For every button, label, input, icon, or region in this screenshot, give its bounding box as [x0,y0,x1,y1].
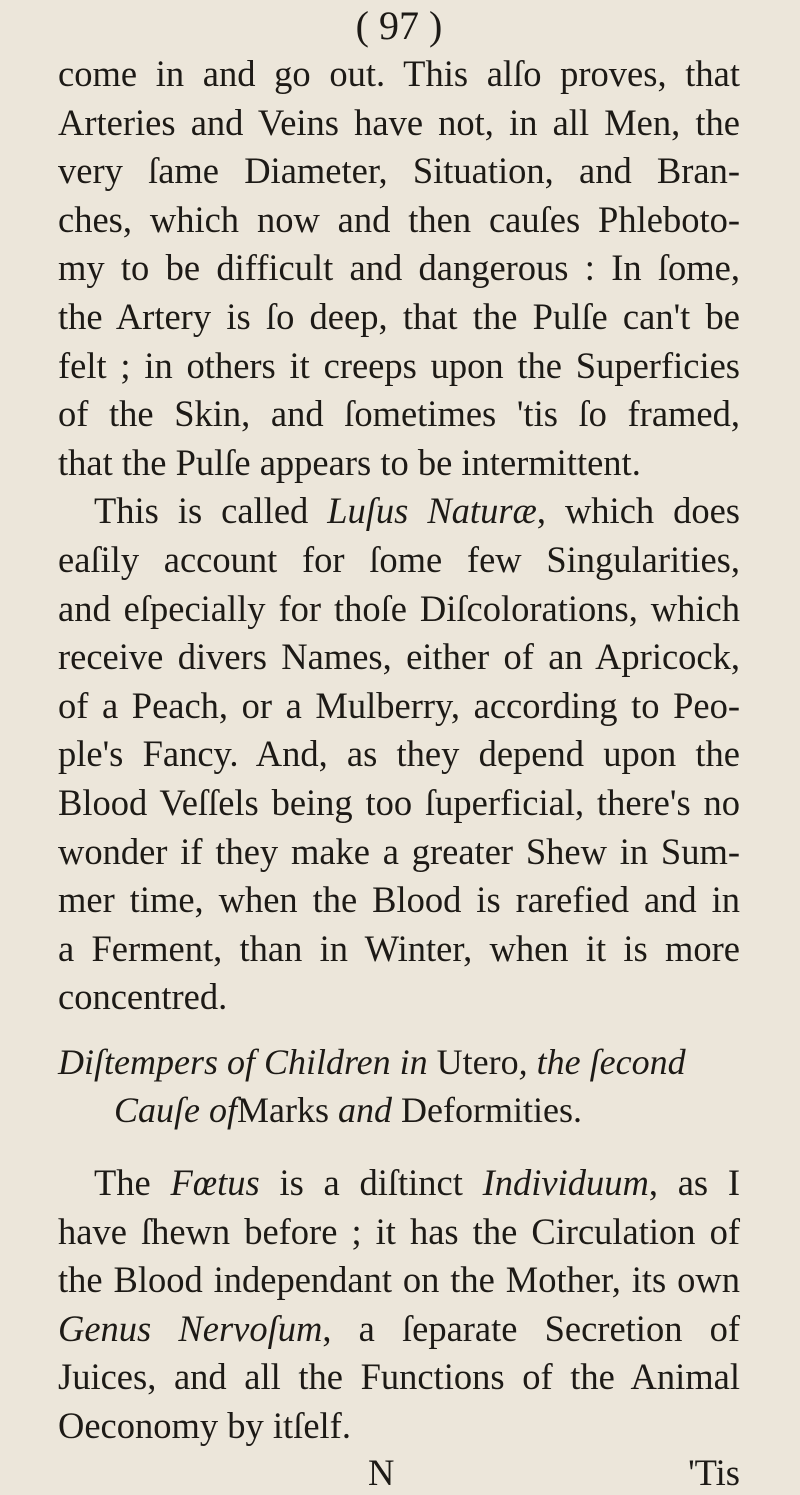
text-line [58,1305,740,1354]
text-line: concentred. [58,976,228,1018]
signature-mark: N [368,1451,395,1493]
text-run: Cauſe [114,1090,209,1131]
text-run: , as I [648,1162,741,1204]
text-line: ple's Fancy. And, as they depend upon the [58,733,740,775]
section-heading [58,1038,740,1135]
text-run: This is called [94,490,328,532]
text-line: a Ferment, than in Winter, when it is more [58,927,740,969]
text-line: Arteries and Veins have not, in all Men, the [58,101,740,143]
text-run: of [209,1090,238,1131]
text-line [58,1159,740,1208]
text-run: Diſtempers of Children in [58,1041,437,1082]
text-line: ches, which now and then cauſes Phleboto- [58,198,740,240]
text-run: Marks [237,1090,339,1131]
latin-term: Luſus Naturæ [327,490,537,532]
text-line: receive divers Names, either of an Apricock, [58,636,740,678]
text-line: mer time, when the Blood is rarefied and in [58,879,740,921]
catchword: 'Tis [688,1451,740,1493]
text-line: of the Skin, and ſometimes 'tis ſo framed, [58,393,740,435]
text-line: eaſily account for ſome few Singularities, [58,538,740,580]
latin-term: Individuum [482,1162,649,1204]
paragraph-3 [58,1159,740,1451]
page-number: ( 97 ) [355,3,443,48]
text-run: Utero [436,1041,519,1082]
text-line [58,487,740,536]
text-line: the Artery is ſo deep, that the Pulſe can't be [58,295,740,337]
text-run: The [94,1162,171,1204]
text-run: and [338,1090,393,1131]
text-line: felt ; in others it creeps upon the Superficies [58,344,740,386]
paragraph-1 [58,50,740,487]
page-footer [58,1451,740,1495]
text-line: Oeconomy by itſelf. [58,1405,351,1447]
text-line: Blood Veſſels being too ſuperficial, there's no [58,781,740,823]
text-run: , the ſecond [518,1041,686,1082]
latin-term: Genus Nervoſum [58,1307,323,1349]
text-line: my to be difficult and dangerous : In ſome, [58,247,740,289]
text-line: very ſame Diameter, Situation, and Bran- [58,150,740,192]
text-run: Deformities. [392,1090,582,1131]
paragraph-2 [58,487,740,1022]
text-run: , a ſeparate Secretion of [322,1307,740,1349]
text-line: that the Pulſe appears to be intermittent. [58,441,641,483]
text-line: of a Peach, or a Mulberry, according to Peo- [58,684,740,726]
text-line: the Blood independant on the Mother, its own [58,1259,740,1301]
heading-line [58,1086,740,1135]
latin-term: Fœtus [170,1162,260,1204]
text-run: , which does [536,490,741,532]
text-line: and eſpecially for thoſe Diſcolorations, which [58,587,740,629]
heading-line [58,1038,740,1087]
text-line: wonder if they make a greater Shew in Sum- [58,830,740,872]
text-run: is a diſtinct [259,1162,483,1204]
text-line: come in and go out. This alſo proves, that [58,53,740,94]
text-line: Juices, and all the Functions of the Animal [58,1356,740,1398]
text-line: have ſhewn before ; it has the Circulation of [58,1210,740,1252]
